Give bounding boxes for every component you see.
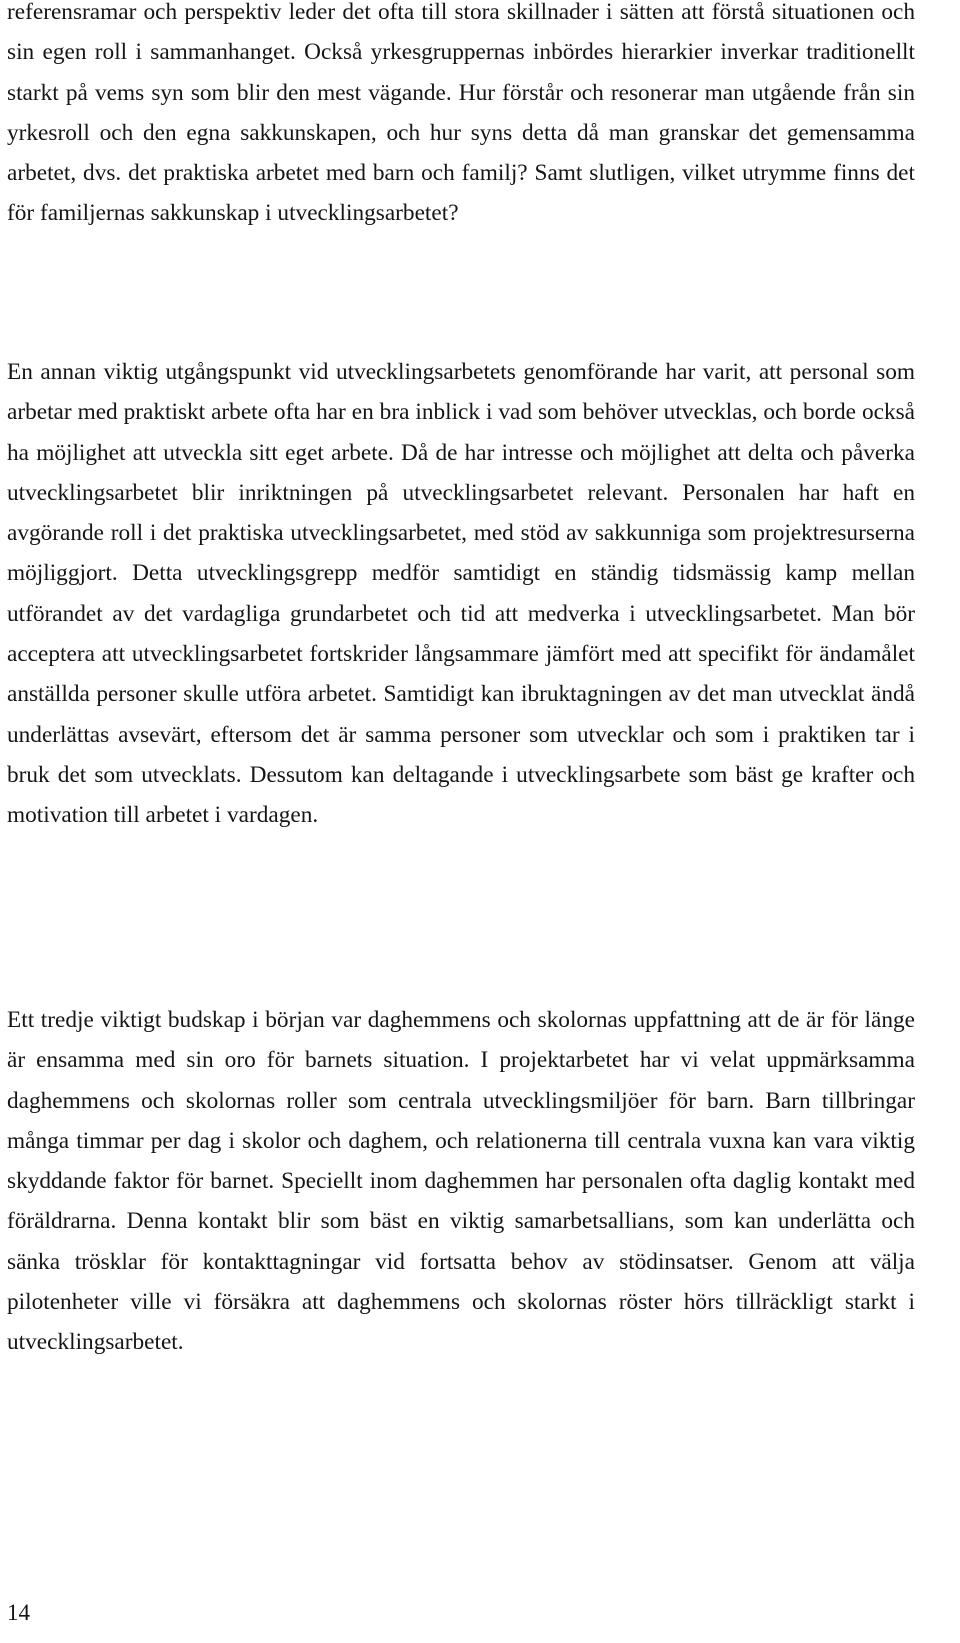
body-paragraph-1: referensramar och perspektiv leder det ofta till stora skillnader i sätten att förstå situationen och sin egen roll i sammanhanget. Också yrkesgruppernas inbördes hierarkier inverkar traditionellt starkt på vems syn som blir den mest vägande. Hur förstår och resonerar man utgående från sin yrkesroll och den egna sakkunskapen, och hur syns detta då man granskar det gemensamma arbetet, dvs. det praktiska arbetet med barn och familj? Samt slutligen, vilket utrymme finns det för familjernas sakkunskap i utvecklingsarbetet? (7, 0, 915, 227)
body-paragraph-3: Ett tredje viktigt budskap i början var daghemmens och skolornas uppfattning att de är för länge är ensamma med sin oro för barnets situation. I projektarbetet har vi velat uppmärksamma daghemmens och skolornas roller som centrala utvecklingsmiljöer för barn. Barn tillbringar många timmar per dag i skolor och daghem, och relationerna till centrala vuxna kan vara viktig skyddande faktor för barnet. Speciellt inom daghemmen har personalen ofta daglig kontakt med föräldrarna. Denna kontakt blir som bäst en viktig samarbetsallians, som kan underlätta och sänka trösklar för kontakttagningar vid fortsatta behov av stödinsatser. Genom att välja pilotenheter ville vi försäkra att daghemmens och skolornas röster hörs tillräckligt starkt i utvecklingsarbetet. (7, 1007, 915, 1356)
page-number: 14 (7, 1600, 30, 1625)
body-paragraph-2: En annan viktig utgångspunkt vid utvecklingsarbetets genomförande har varit, att personal som arbetar med praktiskt arbete ofta har en bra inblick i vad som behöver utvecklas, och borde också ha möjlighet att utveckla sitt eget arbete. Då de har intresse och möjlighet att delta och påverka utvecklingsarbetet blir inriktningen på utvecklingsarbetet relevant. Personalen har haft en avgörande roll i det praktiska utvecklingsarbetet, med stöd av sakkunniga som projektresurserna möjliggjort. Detta utvecklingsgrepp medför samtidigt en ständig tidsmässig kamp mellan utförandet av det vardagliga grundarbetet och tid att medverka i utvecklingsarbetet. Man bör acceptera att utvecklingsarbetet fortskrider långsammare jämfört med att specifikt för ändamålet anställda personer skulle utföra arbetet. Samtidigt kan ibruktagningen av det man utvecklat ändå underlättas avsevärt, eftersom det är samma personer som utvecklar och som i praktiken tar i bruk det som utvecklats. Dessutom kan deltagande i utvecklingsarbete som bäst ge krafter och motivation till arbetet i vardagen. (7, 359, 915, 829)
